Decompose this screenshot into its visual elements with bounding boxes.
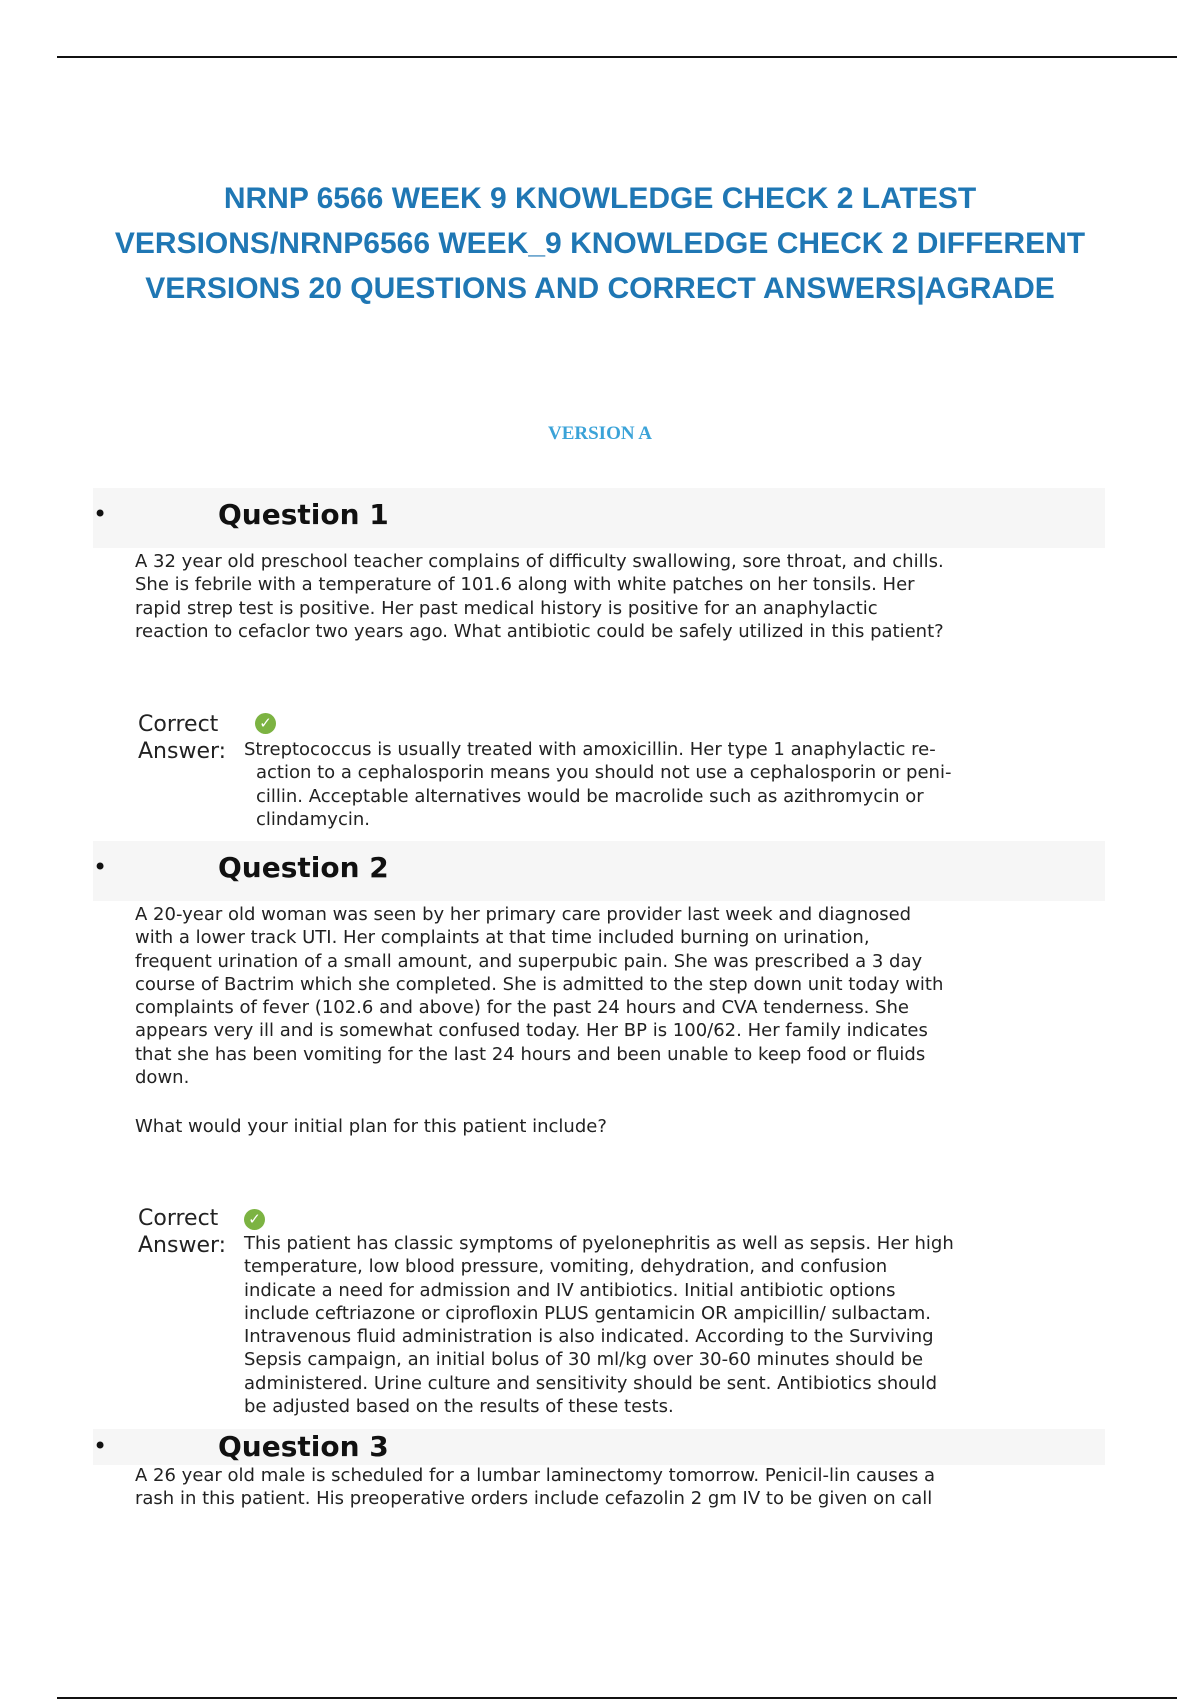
text-line: with a lower track UTI. Her complaints at that time included burning on urination, [135,927,870,949]
question-text [135,1464,1055,1511]
question-text [135,903,1055,1089]
question-label: Question 1 [218,498,389,531]
answer-label-line1: Correct [138,712,219,737]
top-rule [57,56,1177,58]
bottom-rule [57,1697,1177,1699]
text-line: that she has been vomiting for the last 24 hours and been unable to keep food or fluids [135,1043,926,1065]
title-line: VERSIONS 20 QUESTIONS AND CORRECT ANSWERS|AGRADE [145,272,1055,305]
text-line: course of Bactrim which she completed. She is admitted to the step down unit today with [135,973,944,995]
question-prompt [135,1115,1055,1138]
text-line: complaints of fever (102.6 and above) for the past 24 hours and CVA tenderness. She [135,997,909,1019]
question-text [135,550,1055,643]
text-line: indicate a need for admission and IV antibiotics. Initial antibiotic options [244,1279,896,1301]
text-line: reaction to cefaclor two years ago. What antibiotic could be safely utilized in this patient? [135,620,944,642]
check-icon: ✓ [255,713,276,734]
text-line: What would your initial plan for this patient include? [135,1116,607,1137]
answer-label-line2: Answer: [138,739,227,764]
text-line: cillin. Acceptable alternatives would be macrolide such as azithromycin or [256,785,924,807]
bullet-icon: • [93,500,108,528]
bullet-icon: • [93,1432,108,1460]
text-line: temperature, low blood pressure, vomiting, dehydration, and confusion [244,1256,888,1278]
answer-text [244,738,951,831]
title-line: NRNP 6566 WEEK 9 KNOWLEDGE CHECK 2 LATEST [223,182,977,215]
answer-label [138,711,226,765]
text-line: Streptococcus is usually treated with amoxicillin. Her type 1 anaphylactic re- [244,739,936,760]
question-label: Question 2 [218,851,389,884]
text-line: She is febrile with a temperature of 101.6 along with white patches on her tonsils. Her [135,574,915,596]
version-label: VERSION A [548,423,652,444]
answer-label-line2: Answer: [138,1233,227,1258]
text-line: Intravenous fluid administration is also indicated. According to the Surviving [244,1326,934,1348]
text-line: rash in this patient. His preoperative orders include cefazolin 2 gm IV to be given on call [135,1488,933,1510]
text-line: appears very ill and is somewhat confused today. Her BP is 100/62. Her family indicates [135,1020,928,1042]
question-header [93,488,1105,548]
check-icon: ✓ [244,1209,265,1230]
correct-answer [138,711,1058,831]
text-line: down. [135,1067,190,1089]
answer-text [244,1232,954,1418]
question-header [93,841,1105,901]
text-line: administered. Urine culture and sensitivity should be sent. Antibiotics should [244,1372,938,1394]
answer-label [138,1205,226,1259]
text-line: include ceftriazone or ciprofloxin PLUS gentamicin OR ampicillin/ sulbactam. [244,1302,931,1324]
text-line: A 20-year old woman was seen by her primary care provider last week and diagnosed [135,904,912,925]
document-title [60,176,1140,311]
text-line: frequent urination of a small amount, and superpubic pain. She was prescribed a 3 day [135,950,923,972]
question-header [93,1429,1105,1465]
title-line: VERSIONS/NRNP6566 WEEK_9 KNOWLEDGE CHECK 2 DIFFERENT [114,227,1086,260]
text-line: clindamycin. [256,808,370,830]
text-line: A 26 year old male is scheduled for a lumbar laminectomy tomorrow. Penicil-lin causes a [135,1465,936,1486]
text-line: A 32 year old preschool teacher complains of difficulty swallowing, sore throat, and chills. [135,551,944,572]
text-line: This patient has classic symptoms of pyelonephritis as well as sepsis. Her high [244,1233,954,1254]
text-line: rapid strep test is positive. Her past medical history is positive for an anaphylactic [135,597,878,619]
bullet-icon: • [93,853,108,881]
text-line: be adjusted based on the results of these tests. [244,1396,674,1418]
correct-answer [138,1205,1058,1425]
answer-label-line1: Correct [138,1206,219,1231]
text-line: action to a cephalosporin means you should not use a cephalosporin or peni- [256,762,952,784]
question-label: Question 3 [218,1430,389,1463]
text-line: Sepsis campaign, an initial bolus of 30 ml/kg over 30-60 minutes should be [244,1349,924,1371]
